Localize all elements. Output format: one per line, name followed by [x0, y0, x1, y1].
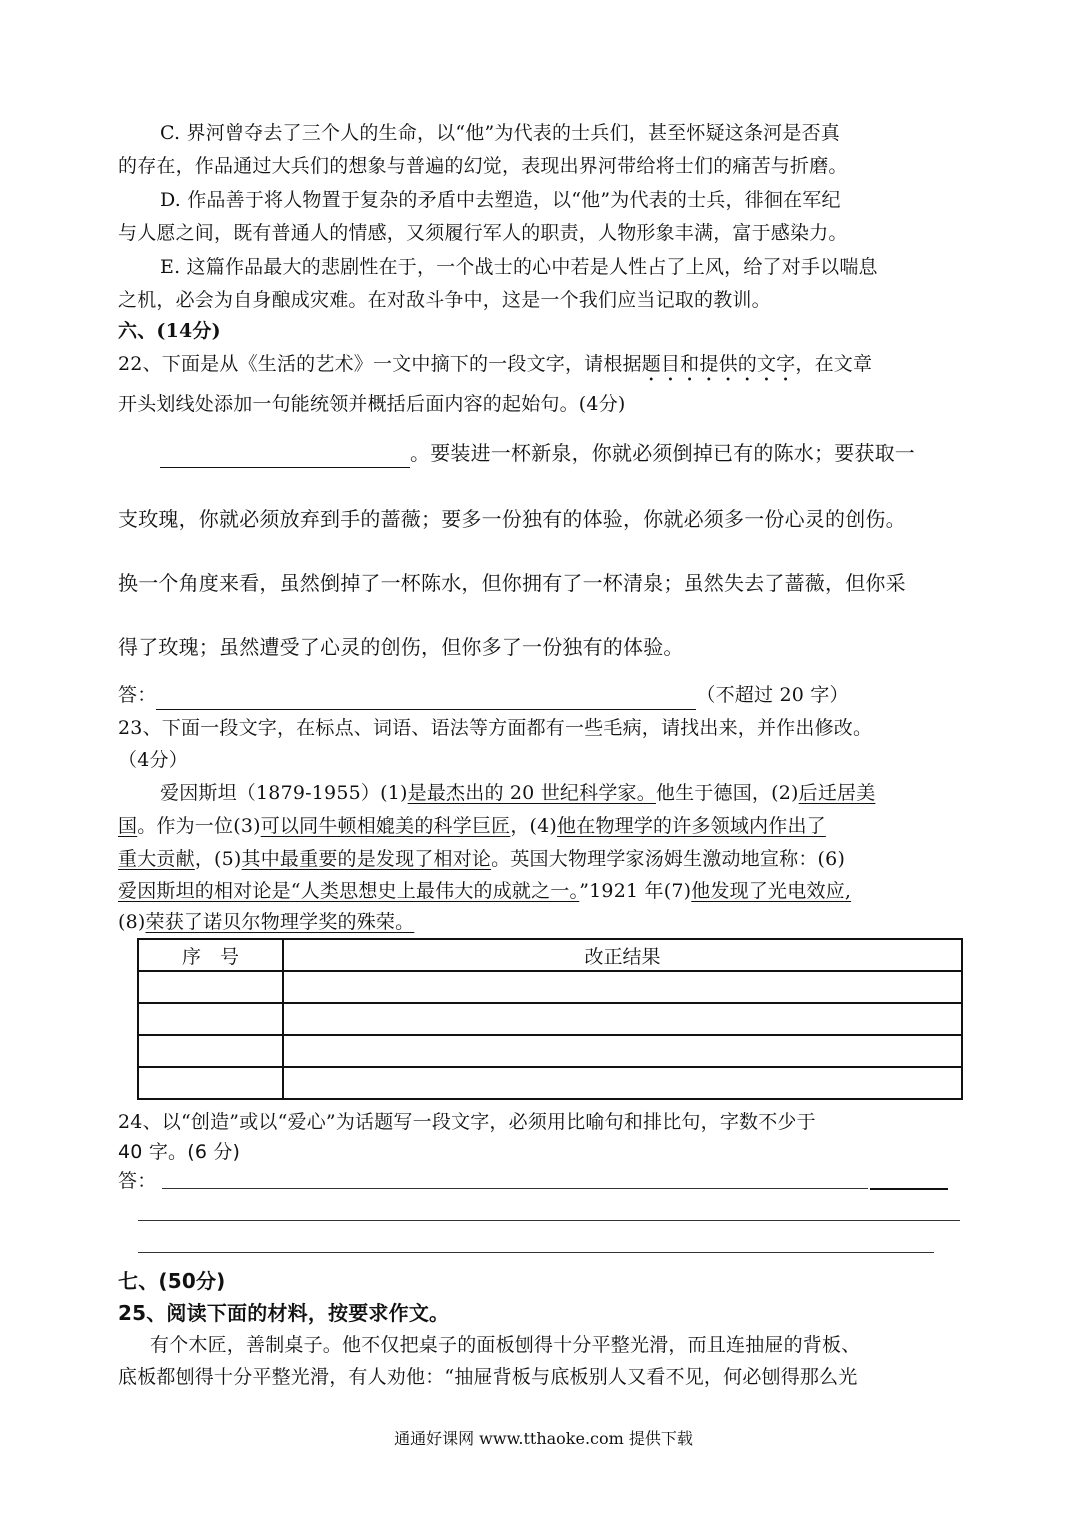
table-cell-result[interactable] — [283, 1067, 962, 1099]
table-cell-result[interactable] — [283, 971, 962, 1003]
passage-line2: 支玫瑰，你就必须放弃到手的蔷薇；要多一份独有的体验，你就必须多一份心灵的创伤。 — [118, 507, 906, 531]
table-header-result: 改正结果 — [283, 939, 962, 971]
q23-para-line3 — [118, 844, 845, 874]
q23-underlined-1: 是最杰出的 20 世纪科学家。 — [407, 782, 656, 804]
q23-text: ”1921 年(7) — [579, 880, 692, 902]
q22-answer-row — [118, 680, 849, 710]
option-e-line2: 之机，必会为自身酿成灾难。在对敌斗争中，这是一个我们应当记取的教训。 — [118, 289, 771, 311]
q23-para-line2 — [118, 811, 826, 841]
correction-table — [137, 938, 963, 1100]
q25-line1: 有个木匠，善制桌子。他不仅把桌子的面板刨得十分平整光滑，而且连抽屉的背板、 — [150, 1334, 861, 1356]
q23-underlined-7: 他发现了光电效应, — [691, 880, 852, 902]
q23-underlined-8: 荣获了诺贝尔物理学奖的殊荣。 — [145, 911, 415, 933]
q24-answer-line-1b[interactable] — [870, 1188, 948, 1190]
q24-line2: 40 字。(6 分) — [118, 1141, 241, 1163]
table-cell-result[interactable] — [283, 1003, 962, 1035]
q23-para-line4 — [118, 876, 851, 906]
table-row — [138, 971, 962, 1003]
passage-line4: 得了玫瑰；虽然遭受了心灵的创伤，但你多了一份独有的体验。 — [118, 635, 684, 659]
q23-underlined-5: 其中最重要的是发现了相对论 — [241, 848, 492, 870]
table-header-row — [138, 939, 962, 971]
section6-heading: 六、(14分) — [118, 320, 221, 342]
table-row — [138, 1003, 962, 1035]
answer-hint: （不超过 20 字） — [696, 684, 849, 706]
q22-emphasis-text: 题目和提供的文字 — [641, 353, 796, 375]
table-cell-number[interactable] — [138, 1035, 283, 1067]
q23-underlined-4: 他在物理学的许多领域内作出了 — [557, 815, 826, 837]
table-cell-number[interactable] — [138, 1003, 283, 1035]
option-c-line2: 的存在，作品通过大兵们的想象与普遍的幻觉，表现出界河带给将士们的痛苦与折磨。 — [118, 155, 848, 177]
table-header-number: 序 号 — [138, 939, 283, 971]
q23-text: 爱因斯坦（1879-1955）(1) — [160, 782, 408, 804]
passage-line1-text: 。要装进一杯新泉，你就必须倒掉已有的陈水；要获取一 — [410, 441, 915, 465]
option-d-line1: D. 作品善于将人物置于复杂的矛盾中去塑造，以“他”为代表的士兵，徘徊在军纪 — [160, 189, 841, 211]
q23-underlined-6: 爱因斯坦的相对论是“人类思想史上最伟大的成就之一。 — [118, 880, 580, 902]
table-row — [138, 1067, 962, 1099]
q23-underlined-4b: 重大贡献 — [118, 848, 195, 870]
table-row — [138, 1035, 962, 1067]
table-cell-result[interactable] — [283, 1035, 962, 1067]
section7-heading: 七、(50分) — [118, 1269, 226, 1293]
answer-label: 答： — [118, 684, 157, 706]
page-footer: 通通好课网 www.tthaoke.com 提供下载 — [394, 1429, 693, 1448]
q23-underlined-3: 可以同牛顿相媲美的科学巨匠 — [260, 815, 511, 837]
q23-para-line5 — [118, 907, 414, 937]
q23-underlined-2: 后迁居美 — [798, 782, 876, 804]
q24-answer-line-1a[interactable] — [162, 1188, 868, 1189]
q25-title: 25、阅读下面的材料，按要求作文。 — [118, 1301, 450, 1325]
option-d-line2: 与人愿之间，既有普通人的情感，又须履行军人的职责，人物形象丰满，富于感染力。 — [118, 222, 848, 244]
q22-answer-blank[interactable] — [156, 689, 696, 710]
passage-blank[interactable] — [160, 447, 410, 468]
q22-line1-text-b: ，在文章 — [795, 353, 873, 375]
table-cell-number[interactable] — [138, 971, 283, 1003]
q23-text: 。英国大物理学家汤姆生激动地宣称：(6) — [491, 848, 846, 870]
q23-para-line1 — [160, 778, 875, 808]
q23-underlined-2b: 国 — [118, 815, 138, 837]
option-e-line1: E. 这篇作品最大的悲剧性在于，一个战士的心中若是人性占了上风，给了对手以喘息 — [160, 256, 878, 278]
table-cell-number[interactable] — [138, 1067, 283, 1099]
q23-text: ，(5) — [194, 848, 242, 870]
q25-line2: 底板都刨得十分平整光滑，有人劝他：“抽屉背板与底板别人又看不见，何必刨得那么光 — [118, 1366, 858, 1388]
q23-text: 。作为一位(3) — [137, 815, 261, 837]
q23-text: (8) — [118, 911, 146, 933]
passage-line1 — [160, 438, 915, 468]
option-c-line1: C. 界河曾夺去了三个人的生命，以“他”为代表的士兵们，甚至怀疑这条河是否真 — [160, 122, 840, 144]
q23-line1: 23、下面一段文字，在标点、词语、语法等方面都有一些毛病，请找出来，并作出修改。 — [118, 717, 873, 739]
q24-answer-line-2[interactable] — [138, 1220, 960, 1221]
q22-line1-text-a: 22、下面是从《生活的艺术》一文中摘下的一段文字，请根据 — [118, 353, 642, 375]
q22-line2: 开头划线处添加一句能统领并概括后面内容的起始句。(4分) — [118, 393, 626, 415]
q24-answer-label: 答： — [118, 1170, 157, 1192]
q24-answer-line-3[interactable] — [138, 1252, 934, 1253]
passage-line3: 换一个角度来看，虽然倒掉了一杯陈水，但你拥有了一杯清泉；虽然失去了蔷薇，但你采 — [118, 571, 906, 595]
q23-text: ，(4) — [510, 815, 558, 837]
q22-line1 — [118, 349, 872, 386]
q24-line1: 24、以“创造”或以“爱心”为话题写一段文字，必须用比喻句和排比句，字数不少于 — [118, 1111, 816, 1133]
q23-line2: （4分） — [118, 749, 188, 771]
q23-text: 他生于德国，(2) — [655, 782, 799, 804]
